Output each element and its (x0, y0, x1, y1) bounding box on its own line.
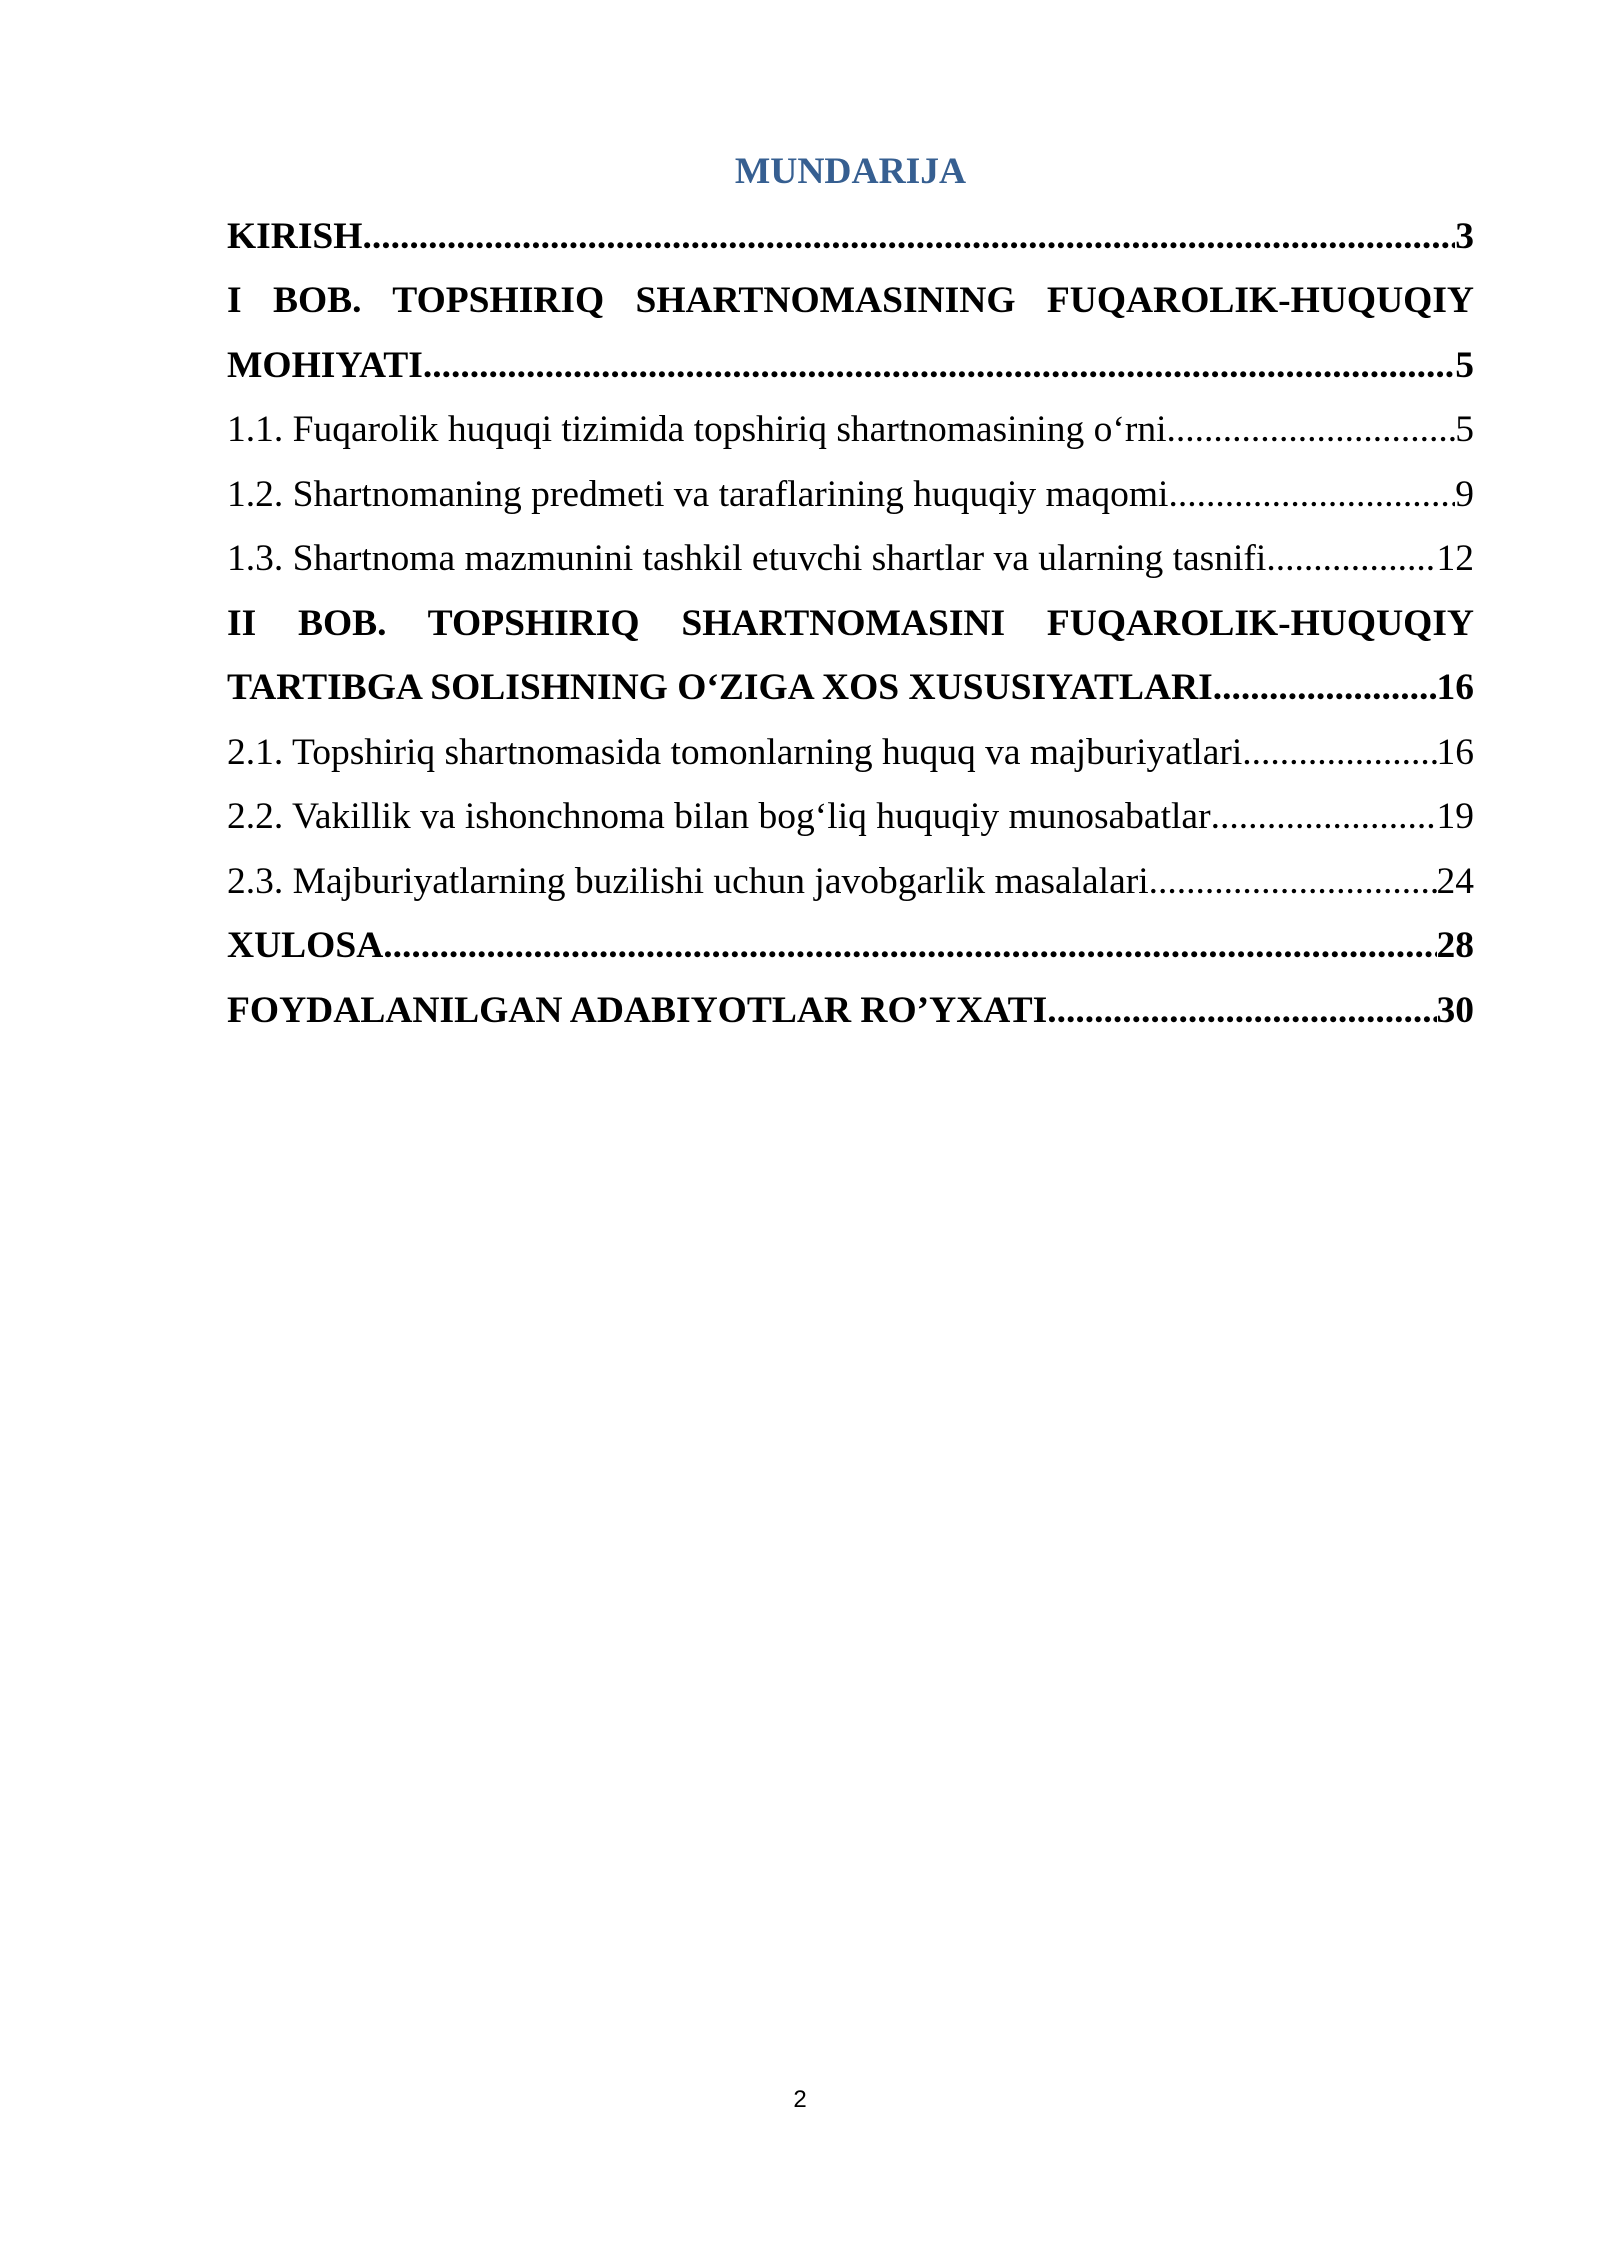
dot-leader (1149, 850, 1437, 915)
toc-entry-page: 16 (1436, 667, 1474, 708)
toc-entry-title: TARTIBGA SOLISHNING O‘ZIGA XOS XUSUSIYATLARI (227, 667, 1213, 708)
toc-entry-page: 19 (1436, 796, 1474, 837)
toc-entry-title: MOHIYATI (227, 344, 423, 386)
toc-entry-page: 16 (1436, 731, 1474, 773)
toc-chapter-1-title-line-1: I BOB. TOPSHIRIQ SHARTNOMASINING FUQAROLIK-HUQUQIY (227, 280, 1474, 321)
toc-entry-page: 12 (1436, 538, 1474, 579)
toc-entry-section-2-3 (227, 850, 1474, 915)
toc-entry-section-2-2 (227, 785, 1474, 850)
toc-entry-page: 9 (1455, 473, 1474, 515)
toc-entry-page: 3 (1455, 215, 1474, 257)
dot-leader (1266, 527, 1436, 592)
toc-entry-title: 1.1. Fuqarolik huquqi tizimida topshiriq shartnomasining o‘rni (227, 409, 1167, 450)
toc-entry-title: FOYDALANILGAN ADABIYOTLAR RO’YXATI (227, 989, 1048, 1031)
toc-entry-xulosa (227, 914, 1474, 979)
dot-leader (362, 205, 1455, 270)
toc-entry-page: 30 (1436, 989, 1474, 1031)
dot-leader (423, 334, 1455, 399)
toc-entry-title: 1.2. Shartnomaning predmeti va taraflarining huquqiy maqomi (227, 473, 1169, 515)
toc-entry-title: 2.3. Majburiyatlarning buzilishi uchun javobgarlik masalalari (227, 860, 1149, 902)
toc-entry-chapter-1 (227, 334, 1474, 399)
page-number: 2 (793, 2086, 807, 2113)
toc-heading: MUNDARIJA (734, 151, 967, 192)
toc-entry-section-1-3 (227, 527, 1474, 592)
toc-entry-title: 2.1. Topshiriq shartnomasida tomonlarning huquq va majburiyatlari (227, 731, 1243, 773)
toc-entry-title: 2.2. Vakillik va ishonchnoma bilan bog‘liq huquqiy munosabatlar (227, 796, 1211, 837)
toc-entry-page: 24 (1436, 860, 1474, 902)
toc-entry-title: 1.3. Shartnoma mazmunini tashkil etuvchi shartlar va ularning tasnifi (227, 538, 1267, 579)
toc-entry-page: 5 (1455, 409, 1474, 450)
dot-leader (1213, 656, 1437, 721)
toc-entry-page: 28 (1436, 925, 1474, 966)
dot-leader (1242, 721, 1436, 786)
toc-entry-references (227, 979, 1474, 1044)
dot-leader (1211, 785, 1437, 850)
dot-leader (1167, 398, 1456, 463)
dot-leader (1047, 979, 1436, 1044)
toc-entry-chapter-2 (227, 656, 1474, 721)
dot-leader (383, 914, 1436, 979)
toc-entry-title: KIRISH (227, 215, 363, 257)
toc-chapter-2-title-line-1: II BOB. TOPSHIRIQ SHARTNOMASINI FUQAROLIK-HUQUQIY (227, 602, 1474, 644)
toc-entry-section-1-2 (227, 463, 1474, 528)
toc-entry-section-2-1 (227, 721, 1474, 786)
dot-leader (1168, 463, 1455, 528)
table-of-contents (227, 140, 1474, 1043)
toc-entry-title: XULOSA (227, 925, 384, 966)
toc-entry-page: 5 (1455, 344, 1474, 386)
toc-entry-kirish (227, 205, 1474, 270)
toc-entry-section-1-1 (227, 398, 1474, 463)
